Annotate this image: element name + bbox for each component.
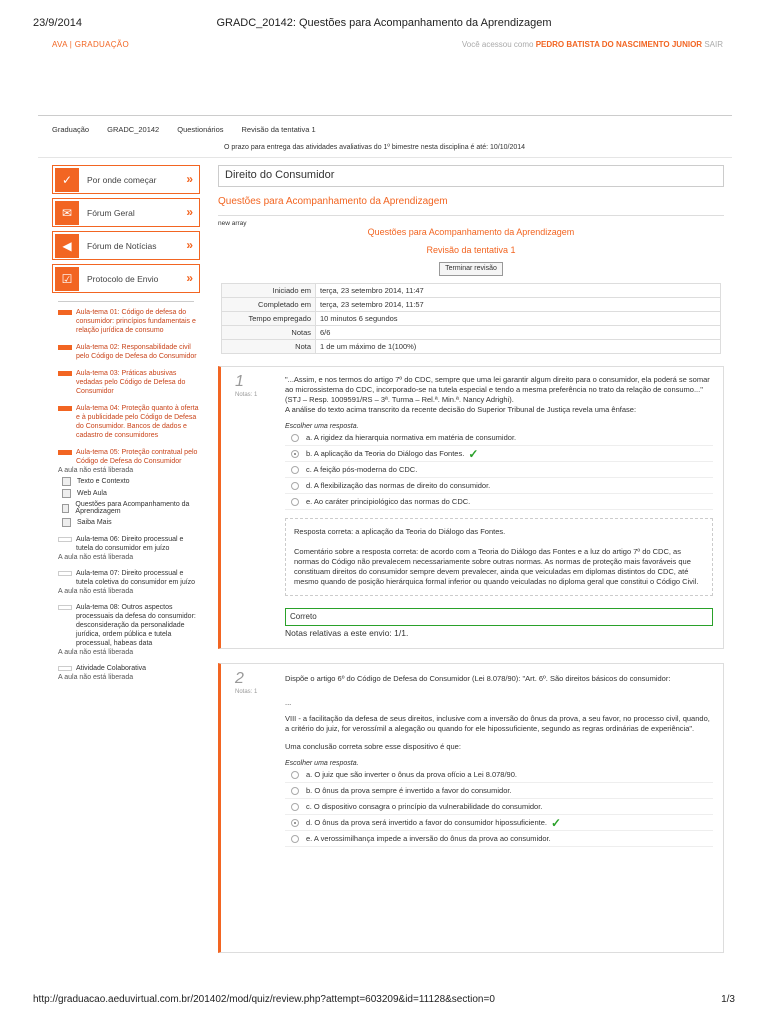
answer-option[interactable] [285, 494, 713, 510]
summary-label: Completado em [222, 298, 316, 312]
correct-check-icon: ✓ [468, 446, 479, 461]
option-label: c. O dispositivo consagra o princípio da vulnerabilidade do consumidor. [306, 802, 543, 811]
answer-option-selected[interactable] [285, 815, 713, 831]
table-row [222, 326, 721, 340]
user-prefix: Você acessou como [461, 40, 534, 49]
page-heading: Questões para Acompanhamento da Aprendizagem [218, 196, 448, 207]
sidebar-button-label: Fórum Geral [87, 207, 135, 218]
breadcrumb-divider [38, 157, 732, 158]
breadcrumb-item[interactable]: Graduação [52, 125, 90, 134]
sidebar-button-forum-noticias[interactable] [52, 231, 200, 260]
correct-answer-text: Resposta correta: a aplicação da Teoria do Diálogo das Fontes. [294, 527, 506, 536]
answer-option[interactable] [285, 430, 713, 446]
summary-label: Iniciado em [222, 284, 316, 298]
option-label: b. A aplicação da Teoria do Diálogo das Fontes. [306, 449, 465, 458]
print-page-number: 1/3 [721, 994, 735, 1005]
answer-option[interactable] [285, 799, 713, 815]
module-item[interactable] [52, 448, 200, 527]
answer-option[interactable] [285, 462, 713, 478]
chevron-right-icon: » [186, 238, 193, 252]
module-title[interactable]: Aula-tema 06: Direito processual e tutela do consumidor em juízo [76, 536, 184, 552]
check-circle-icon: ✓ [55, 168, 79, 192]
brand-logo[interactable]: AVA | GRADUAÇÃO [52, 40, 129, 49]
print-title: GRADC_20142: Questões para Acompanhamento da Aprendizagem [216, 17, 552, 29]
table-row [222, 298, 721, 312]
sidebar-button-label: Fórum de Notícias [87, 240, 157, 251]
radio-button[interactable] [291, 771, 299, 779]
module-title[interactable]: Aula-tema 03: Práticas abusivas vedadas pelo Código de Defesa do Consumidor [76, 370, 186, 395]
module-status: A aula não está liberada [58, 674, 134, 681]
subitem-label[interactable]: Web Aula [77, 490, 107, 497]
option-label: d. O ônus da prova será invertido a favor do consumidor hipossuficiente. [306, 818, 547, 827]
radio-button[interactable] [291, 482, 299, 490]
choose-answer-label: Escolher uma resposta. [285, 423, 359, 430]
summary-label: Nota [222, 340, 316, 354]
quiz-title: Questões para Acompanhamento da Aprendizagem [367, 227, 575, 237]
checkbox-icon: ☑ [55, 267, 79, 291]
subitem-saiba-mais[interactable] [62, 518, 200, 527]
subitem-label[interactable]: Texto e Contexto [77, 478, 130, 485]
module-title[interactable]: Aula-tema 05: Proteção contratual pelo Código de Defesa do Consumidor [76, 449, 198, 465]
question-grade: Notas: 1 [235, 689, 258, 695]
heading-divider [218, 215, 724, 216]
finish-review-button[interactable]: Terminar revisão [439, 262, 503, 276]
user-name-link[interactable]: PEDRO BATISTA DO NASCIMENTO JUNIOR [535, 40, 703, 49]
main-content [218, 165, 724, 953]
question-2 [218, 663, 724, 953]
sidebar [52, 165, 200, 689]
answer-option[interactable] [285, 783, 713, 799]
module-item[interactable] [52, 569, 200, 595]
summary-value: 1 de um máximo de 1(100%) [316, 340, 721, 354]
module-item[interactable] [52, 343, 200, 361]
checkbox-icon [62, 477, 71, 486]
module-item[interactable] [52, 308, 200, 335]
question-citation: VIII - a facilitação da defesa de seus direitos, inclusive com a inversão do ônus da prova, a seu favor, no processo civil, quando, a critério do juiz, for verossímil a alegação ou quando for ele hipossuficiente, segundo as regras ordinárias de experiência". [285, 714, 710, 733]
module-progress-bar [58, 666, 72, 671]
answer-option-selected[interactable] [285, 446, 713, 462]
grade-line: Notas relativas a este envio: 1/1. [285, 628, 409, 638]
module-progress-bar [58, 310, 72, 315]
question-number: 1 [235, 373, 244, 390]
module-status: A aula não está liberada [58, 467, 134, 474]
checkbox-icon [62, 518, 71, 527]
summary-label: Tempo empregado [222, 312, 316, 326]
question-prompt: Uma conclusão correta sobre esse dispositivo é que: [285, 742, 461, 751]
breadcrumb-item[interactable]: GRADC_20142 [107, 125, 160, 134]
sidebar-button-forum-geral[interactable] [52, 198, 200, 227]
option-label: a. A rigidez da hierarquia normativa em matéria de consumidor. [306, 433, 517, 442]
print-header [33, 17, 735, 31]
correct-check-icon: ✓ [550, 815, 562, 830]
module-progress-bar [58, 450, 72, 455]
summary-value: terça, 23 setembro 2014, 11:47 [316, 284, 721, 298]
radio-button[interactable] [291, 835, 299, 843]
sidebar-button-label: Protocolo de Envio [87, 273, 159, 284]
print-footer [33, 994, 735, 1008]
deadline-notice: O prazo para entrega das atividades avaliativas do 1º bimestre nesta disciplina é até: 10/10/2014 [224, 144, 526, 151]
radio-button-selected[interactable] [291, 450, 299, 458]
correct-status: Correto [285, 608, 713, 626]
module-item[interactable] [52, 404, 200, 440]
course-title: Direito do Consumidor [218, 165, 724, 187]
megaphone-icon: ◀ [55, 234, 79, 258]
attempt-summary-table [221, 283, 721, 354]
sidebar-button-protocolo-envio[interactable] [52, 264, 200, 293]
subitem-web-aula[interactable] [62, 489, 200, 498]
subitem-texto-contexto[interactable] [62, 477, 200, 486]
module-title[interactable]: Aula-tema 07: Direito processual e tutela coletiva do consumidor em juízo [76, 570, 196, 586]
module-progress-bar [58, 345, 72, 350]
radio-button[interactable] [291, 498, 299, 506]
question-number: 2 [235, 670, 244, 687]
module-progress-bar [58, 605, 72, 610]
module-item[interactable] [52, 369, 200, 396]
module-status: A aula não está liberada [58, 649, 134, 656]
option-label: d. A flexibilização das normas de direito do consumidor. [306, 481, 491, 490]
table-row [222, 340, 721, 354]
radio-button[interactable] [291, 434, 299, 442]
module-title[interactable]: Aula-tema 01: Código de defesa do consumidor: princípios fundamentais e relação jurídica de consumo [76, 309, 196, 334]
radio-button[interactable] [291, 466, 299, 474]
summary-value: 6/6 [316, 326, 721, 340]
radio-button[interactable] [291, 787, 299, 795]
option-label: a. O juiz que são inverter o ônus da prova ofício a Lei 8.078/90. [306, 770, 517, 779]
checkbox-icon [62, 489, 71, 498]
chevron-right-icon: » [186, 205, 193, 219]
module-progress-bar [58, 406, 72, 411]
module-title[interactable]: Aula-tema 02: Responsabilidade civil pelo Código de Defesa do Consumidor [76, 344, 197, 360]
review-title: Revisão da tentativa 1 [426, 245, 516, 255]
module-progress-bar [58, 537, 72, 542]
feedback-comment: Comentário sobre a resposta correta: de acordo com a Teoria do Diálogo das Fontes e a luz do artigo 7º do CDC, as normas do Código não prevalecem necessariamente sobre outras normas. As normas de proteção mais favoráveis que constituam direitos do consumidor sempre devem prevalecer, ainda que veiculadas em diplomas distintos do CDC, até mesmo quando de posição hierárquica formal inferior ou quando veiculadas no diploma geral que constitui o Código Civil. [294, 547, 699, 586]
module-title[interactable]: Aula-tema 08: Outros aspectos processuais da defesa do consumidor: desconsideração da personalidade jurídica, ordem pública e tutela processual, habeas data [76, 604, 196, 647]
subitem-questoes[interactable] [62, 501, 200, 515]
question-grade: Notas: 1 [235, 392, 258, 398]
question-1 [218, 366, 724, 649]
answer-option[interactable] [285, 767, 713, 783]
subitem-label[interactable]: Questões para Acompanhamento da Aprendizagem [75, 501, 190, 515]
module-status: A aula não está liberada [58, 588, 134, 595]
user-info [462, 40, 723, 49]
table-row [222, 284, 721, 298]
question-text: "...Assim, e nos termos do artigo 7º do CDC, sempre que uma lei garantir algum direito para o consumidor, ela poderá se somar ao microssistema do CDC, incorporado-se na tutela especial e tendo a mesma preferência no trato da relação de consumo..." (STJ – Resp. 1009591/RS – 3ª. Turma – Rel.ª. Min.ª. Nancy Adrighi). [285, 375, 710, 404]
sidebar-divider [58, 301, 194, 302]
question-ellipsis: ... [285, 698, 292, 707]
module-item[interactable] [52, 603, 200, 656]
debug-text: new array [218, 220, 247, 227]
print-url: http://graduacao.aeduvirtual.com.br/201402/mod/quiz/review.php?attempt=603209&id=11128&section=0 [33, 994, 495, 1005]
question-prompt: A análise do texto acima transcrito da recente decisão do Superior Tribunal de Justiça revela uma ênfase: [285, 405, 637, 414]
option-label: c. A feição pós-moderna do CDC. [306, 465, 418, 474]
module-status: A aula não está liberada [58, 554, 134, 561]
summary-label: Notas [222, 326, 316, 340]
module-progress-bar [58, 371, 72, 376]
chevron-right-icon: » [186, 172, 193, 186]
option-label: e. Ao caráter principiológico das normas do CDC. [306, 497, 471, 506]
module-title[interactable]: Atividade Colaborativa [76, 665, 147, 672]
radio-button-selected[interactable] [291, 819, 299, 827]
summary-value: 10 minutos 6 segundos [316, 312, 721, 326]
chevron-right-icon: » [186, 271, 193, 285]
radio-button[interactable] [291, 803, 299, 811]
breadcrumb-item[interactable]: Questionários [177, 125, 224, 134]
checkbox-icon [62, 504, 69, 513]
breadcrumb [52, 125, 316, 134]
answer-feedback [285, 518, 713, 596]
option-label: b. O ônus da prova sempre é invertido a favor do consumidor. [306, 786, 512, 795]
module-title[interactable]: Aula-tema 04: Proteção quanto à oferta e à publicidade pelo Código de Defesa do Consumidor. Bancos de dados e cadastro de consumidores [76, 405, 199, 439]
print-date: 23/9/2014 [33, 17, 82, 29]
sidebar-button-por-onde-comecar[interactable] [52, 165, 200, 194]
answer-option[interactable] [285, 831, 713, 847]
option-label: e. A verossimilhança impede a inversão do ônus da prova ao consumidor. [306, 834, 551, 843]
answer-option[interactable] [285, 478, 713, 494]
breadcrumb-item: Revisão da tentativa 1 [241, 125, 316, 134]
sidebar-button-label: Por onde começar [87, 174, 157, 185]
subitem-label[interactable]: Saiba Mais [77, 519, 112, 526]
logout-link[interactable]: SAIR [704, 40, 723, 49]
module-progress-bar [58, 571, 72, 576]
table-row [222, 312, 721, 326]
choose-answer-label: Escolher uma resposta. [285, 760, 359, 767]
header-divider [38, 115, 732, 116]
module-item[interactable] [52, 664, 200, 681]
summary-value: terça, 23 setembro 2014, 11:57 [316, 298, 721, 312]
module-item[interactable] [52, 535, 200, 561]
question-text: Dispõe o artigo 6º do Código de Defesa do Consumidor (Lei 8.078/90): "Art. 6º. São direitos básicos do consumidor: [285, 674, 671, 683]
chat-icon: ✉ [55, 201, 79, 225]
